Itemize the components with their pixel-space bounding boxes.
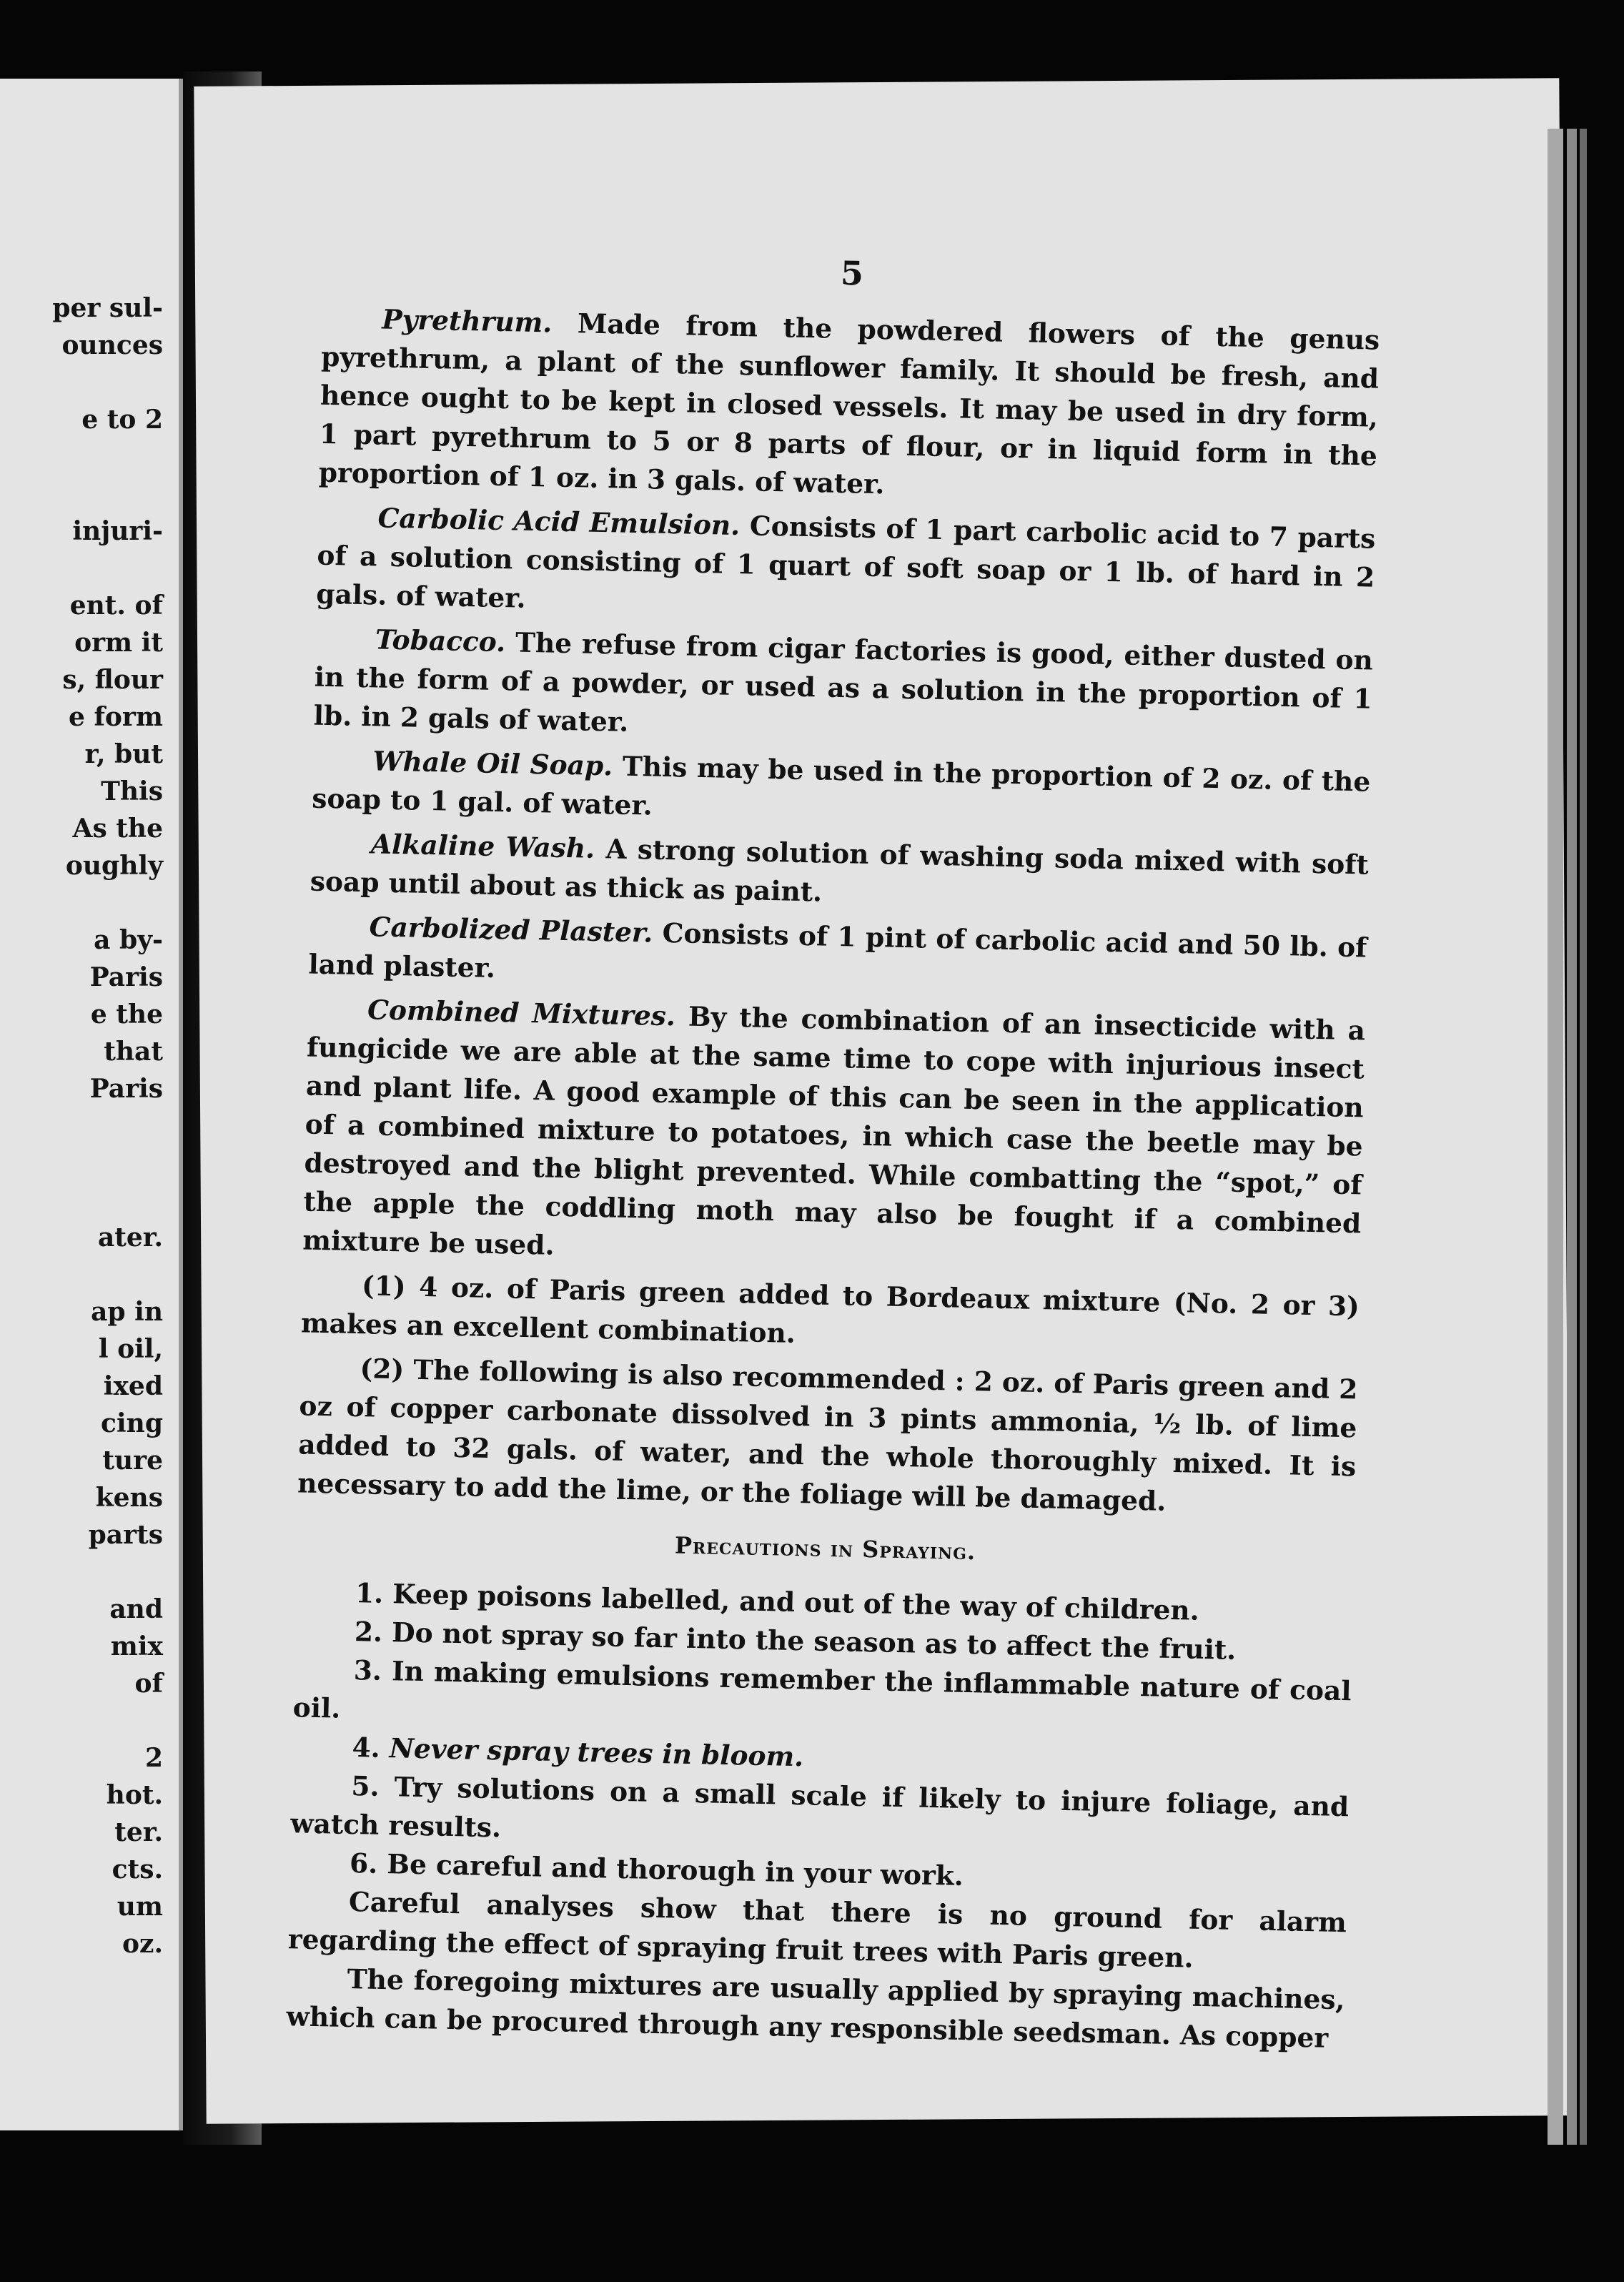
- precaution-text: Keep poisons labelled, and out of the way of children.: [392, 1578, 1200, 1626]
- paragraph-heading: Pyrethrum.: [381, 303, 553, 339]
- paragraph: [312, 741, 1371, 840]
- precaution-number: 2.: [354, 1616, 383, 1648]
- precaution-text: Be careful and thorough in your work.: [386, 1848, 964, 1892]
- left-page-line: that: [104, 1037, 163, 1067]
- paragraph-body: By the combination of an insecticide with a fungicide we are able at the same time to cope with injurious insect and plant life. A good example of this can be seen in the application of a combined mixture to potatoes, in which case the beetle may be destroyed and the blight prevented. While combatting the “spot,” of the apple the coddling moth may also be fought if a combined mixture be used.: [302, 1000, 1366, 1261]
- left-page-line: ter.: [114, 1817, 163, 1847]
- left-page-line: orm it: [74, 628, 163, 658]
- left-page-line: r, but: [84, 739, 163, 769]
- left-page-line: This: [101, 776, 163, 806]
- precaution-number: 1.: [355, 1577, 384, 1609]
- precaution-number: 4.: [352, 1732, 381, 1764]
- precaution-text: Try solutions on a small scale if likely to injure foliage, and watch results.: [289, 1771, 1350, 1844]
- page-edge: [1567, 129, 1577, 2145]
- page-edge: [1548, 129, 1563, 2145]
- left-page-line: ture: [102, 1446, 163, 1476]
- paragraph: [310, 824, 1369, 923]
- left-page-line: ent. of: [69, 591, 163, 621]
- paragraph: [297, 1348, 1358, 1524]
- left-page-line: e the: [90, 999, 163, 1029]
- left-page-line: As the: [72, 814, 163, 844]
- left-page-line: Paris: [89, 1074, 163, 1104]
- paragraph: [318, 299, 1380, 514]
- left-page-line: of: [134, 1669, 163, 1699]
- left-page-line: Paris: [89, 962, 163, 992]
- left-page-line: cts.: [112, 1854, 163, 1885]
- left-page-line: parts: [88, 1520, 163, 1550]
- paragraph-heading: Carbolized Plaster.: [369, 911, 653, 949]
- paragraph-list: [297, 299, 1380, 1525]
- paragraph-body: Consists of 1 part carbolic acid to 7 parts of a solution consisting of 1 quart of soft soap or 1 lb. of hard in 2 gals. of water.: [315, 510, 1376, 614]
- precaution-number: 6.: [349, 1847, 378, 1880]
- paragraph-heading: Combined Mixtures.: [367, 994, 676, 1032]
- paragraph-body: The refuse from cigar factories is good, either dusted on in the form of a powder, or used as a solution in the proportion of 1 lb. in 2 gals of water.: [313, 626, 1374, 738]
- precaution-text: In making emulsions remember the inflammable nature of coal oil.: [292, 1655, 1352, 1724]
- precaution-text: Do not spray so far into the season as to affect the fruit.: [391, 1616, 1237, 1666]
- left-page-line: e to 2: [81, 405, 163, 435]
- paragraph-body: This may be used in the proportion of 2 oz. of the soap to 1 gal. of water.: [311, 750, 1371, 821]
- paragraph-body: A strong solution of washing soda mixed with soft soap until about as thick as paint.: [310, 832, 1370, 908]
- left-page-line: per sul-: [52, 293, 163, 323]
- left-page-line: l oil,: [98, 1334, 163, 1364]
- left-page-line: ater.: [97, 1222, 163, 1253]
- closing-paragraph: Careful analyses show that there is no ground for alarm regarding the effect of spraying fruit trees with Paris green.: [287, 1886, 1347, 1974]
- page-content: [286, 243, 1381, 2058]
- closing-paragraphs: [286, 1881, 1347, 2058]
- paragraph-body: (1) 4 oz. of Paris green added to Bordeaux mixture (No. 2 or 3) makes an excellent combination.: [300, 1270, 1360, 1349]
- paragraph-heading: Whale Oil Soap.: [372, 745, 613, 782]
- paragraph: [308, 907, 1367, 1006]
- left-page-line: a by-: [94, 925, 163, 955]
- paragraph-heading: Carbolic Acid Emulsion.: [377, 502, 741, 542]
- left-page-line: s, flour: [62, 665, 163, 695]
- closing-paragraph: The foregoing mixtures are usually applied by spraying machines, which can be procured through any responsible seedsman. As copper: [286, 1962, 1345, 2054]
- left-page-line: oughly: [65, 851, 163, 881]
- paragraph-heading: Alkaline Wash.: [370, 828, 595, 864]
- left-page-line: 2: [144, 1743, 163, 1773]
- left-page-line: cing: [101, 1408, 163, 1438]
- paragraph: [316, 498, 1376, 636]
- left-page-line: mix: [110, 1631, 163, 1661]
- section-title: Precautions in Spraying.: [674, 1531, 976, 1566]
- left-page-line: injuri-: [72, 516, 163, 546]
- left-page-line: kens: [95, 1483, 163, 1513]
- page-number: 5: [840, 253, 864, 293]
- left-page-line: oz.: [122, 1929, 163, 1959]
- page-edge: [1580, 129, 1587, 2145]
- precaution-number: 3.: [353, 1654, 382, 1686]
- paragraph-body: Made from the powdered flowers of the genus pyrethrum, a plant of the sunflower family. It should be fresh, and hence ought to be kept in closed vessels. It may be used in dry form, 1 part pyrethrum to 5 or 8 parts of flour, or in liquid form in the proportion of 1 oz. in 3 gals. of water.: [318, 307, 1380, 500]
- left-page-line: hot.: [106, 1780, 163, 1810]
- paragraph: [300, 1265, 1360, 1364]
- paragraph: [313, 619, 1373, 757]
- left-page-line: e form: [69, 702, 163, 732]
- paragraph: [302, 989, 1366, 1282]
- precaution-number: 5.: [351, 1770, 380, 1802]
- left-page-line: ixed: [103, 1371, 163, 1401]
- left-page-line: and: [109, 1594, 163, 1624]
- precautions-list: [289, 1572, 1354, 1903]
- left-page-fragment: [0, 79, 183, 2130]
- left-page-line: um: [117, 1892, 163, 1922]
- right-page: [194, 78, 1571, 2124]
- left-page-line: ounces: [61, 330, 163, 360]
- precaution-text: Never spray trees in bloom.: [389, 1732, 804, 1773]
- paragraph-heading: Tobacco.: [375, 623, 506, 658]
- left-page-line: ap in: [91, 1297, 163, 1327]
- paragraph-body: (2) The following is also recommended : 2 oz. of Paris green and 2 oz of copper carbonate dissolved in 3 pints ammonia, ½ lb. of lime added to 32 gals. of water, and the whole thoroughly mixed. It is necessary to add the lime, or the foliage will be damaged.: [297, 1353, 1358, 1517]
- paragraph-body: Consists of 1 pint of carbolic acid and 50 lb. of land plaster.: [308, 917, 1367, 984]
